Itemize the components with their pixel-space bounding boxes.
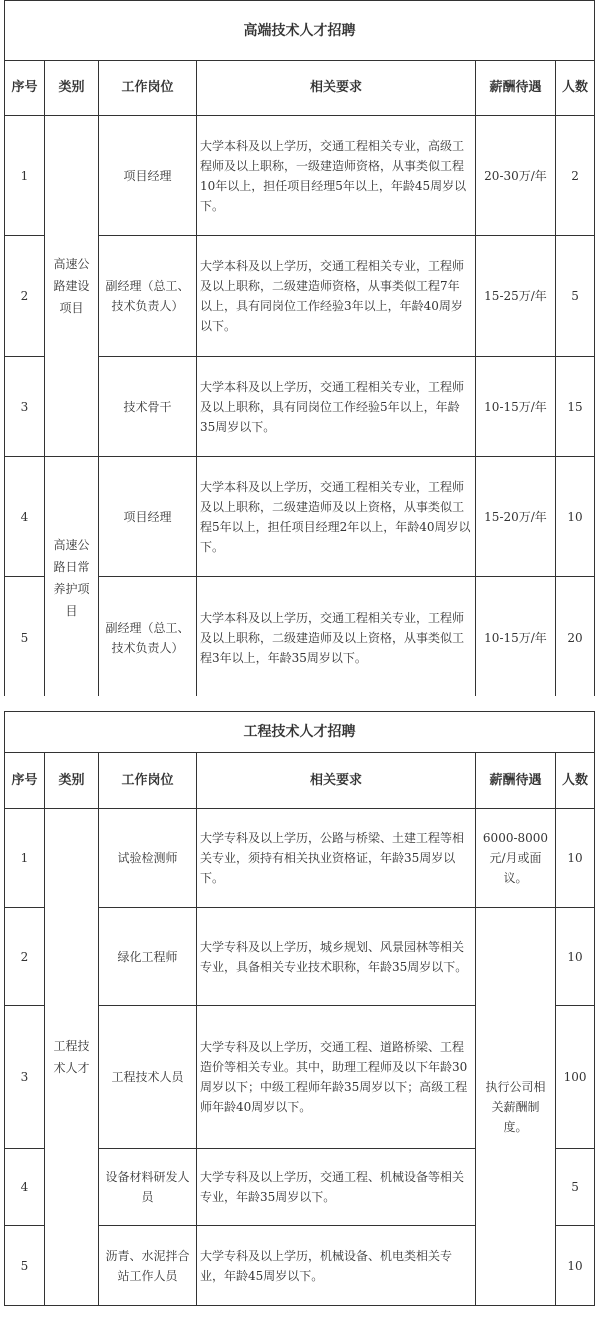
position-cell: 副经理（总工、技术负责人） (99, 236, 197, 357)
category-cell: 工程技术人才 (45, 809, 99, 1306)
header-position: 工作岗位 (99, 753, 197, 809)
position-cell: 设备材料研发人员 (99, 1149, 197, 1226)
position-cell: 沥青、水泥拌合站工作人员 (99, 1226, 197, 1306)
salary-cell: 10-15万/年 (476, 577, 556, 699)
senior-talent-table (4, 0, 595, 699)
table-row (5, 457, 595, 577)
salary-cell: 15-25万/年 (476, 236, 556, 357)
position-cell: 项目经理 (99, 116, 197, 236)
position-cell: 项目经理 (99, 457, 197, 577)
requirement-cell: 大学本科及以上学历，交通工程相关专业，工程师及以上职称，二级建造师及以上资格，从事类似工程5年以上，担任项目经理2年以上，年龄40周岁以下。 (197, 457, 476, 577)
section-divider (0, 696, 597, 711)
row-no: 4 (5, 457, 45, 577)
count-cell: 10 (556, 908, 595, 1006)
table-row (5, 809, 595, 908)
salary-cell: 执行公司相关薪酬制度。 (476, 908, 556, 1306)
count-cell: 15 (556, 357, 595, 457)
row-no: 1 (5, 116, 45, 236)
count-cell: 100 (556, 1006, 595, 1149)
count-cell: 10 (556, 809, 595, 908)
count-cell: 2 (556, 116, 595, 236)
header-requirement: 相关要求 (197, 61, 476, 116)
table-row (5, 116, 595, 236)
row-no: 3 (5, 1006, 45, 1149)
requirement-cell: 大学本科及以上学历，交通工程相关专业，工程师及以上职称，具有同岗位工作经验5年以上，年龄35周岁以下。 (197, 357, 476, 457)
header-no: 序号 (5, 61, 45, 116)
position-cell: 绿化工程师 (99, 908, 197, 1006)
category-cell: 高速公路日常养护项目 (45, 457, 99, 699)
position-cell: 工程技术人员 (99, 1006, 197, 1149)
count-cell: 10 (556, 457, 595, 577)
count-cell: 20 (556, 577, 595, 699)
header-salary: 薪酬待遇 (476, 753, 556, 809)
header-count: 人数 (556, 61, 595, 116)
table-title: 高端技术人才招聘 (5, 1, 595, 61)
row-no: 5 (5, 1226, 45, 1306)
engineering-talent-table (4, 711, 595, 1306)
table-title: 工程技术人才招聘 (5, 712, 595, 753)
requirement-cell: 大学专科及以上学历，机械设备、机电类相关专业，年龄45周岁以下。 (197, 1226, 476, 1306)
salary-cell: 15-20万/年 (476, 457, 556, 577)
requirement-cell: 大学本科及以上学历，交通工程相关专业，工程师及以上职称，二级建造师及以上资格，从事类似工程3年以上，年龄35周岁以下。 (197, 577, 476, 699)
requirement-cell: 大学专科及以上学历，交通工程、机械设备等相关专业，年龄35周岁以下。 (197, 1149, 476, 1226)
header-count: 人数 (556, 753, 595, 809)
row-no: 4 (5, 1149, 45, 1226)
row-no: 2 (5, 236, 45, 357)
position-cell: 技术骨干 (99, 357, 197, 457)
count-cell: 10 (556, 1226, 595, 1306)
row-no: 3 (5, 357, 45, 457)
header-requirement: 相关要求 (197, 753, 476, 809)
requirement-cell: 大学本科及以上学历，交通工程相关专业，工程师及以上职称，二级建造师资格，从事类似工程7年以上，具有同岗位工作经验3年以上，年龄40周岁以下。 (197, 236, 476, 357)
row-no: 1 (5, 809, 45, 908)
salary-cell: 10-15万/年 (476, 357, 556, 457)
position-cell: 副经理（总工、技术负责人） (99, 577, 197, 699)
category-cell: 高速公路建设项目 (45, 116, 99, 457)
count-cell: 5 (556, 236, 595, 357)
header-position: 工作岗位 (99, 61, 197, 116)
header-category: 类别 (45, 61, 99, 116)
salary-cell: 20-30万/年 (476, 116, 556, 236)
header-salary: 薪酬待遇 (476, 61, 556, 116)
requirement-cell: 大学专科及以上学历，交通工程、道路桥梁、工程造价等相关专业。其中，助理工程师及以下年龄30周岁以下；中级工程师年龄35周岁以下；高级工程师年龄40周岁以下。 (197, 1006, 476, 1149)
row-no: 2 (5, 908, 45, 1006)
row-no: 5 (5, 577, 45, 699)
position-cell: 试验检测师 (99, 809, 197, 908)
header-no: 序号 (5, 753, 45, 809)
header-category: 类别 (45, 753, 99, 809)
salary-cell: 6000-8000元/月或面议。 (476, 809, 556, 908)
requirement-cell: 大学专科及以上学历，城乡规划、风景园林等相关专业，具备相关专业技术职称，年龄35周岁以下。 (197, 908, 476, 1006)
requirement-cell: 大学本科及以上学历，交通工程相关专业，高级工程师及以上职称，一级建造师资格，从事类似工程10年以上，担任项目经理5年以上，年龄45周岁以下。 (197, 116, 476, 236)
count-cell: 5 (556, 1149, 595, 1226)
requirement-cell: 大学专科及以上学历，公路与桥梁、土建工程等相关专业，须持有相关执业资格证，年龄35周岁以下。 (197, 809, 476, 908)
